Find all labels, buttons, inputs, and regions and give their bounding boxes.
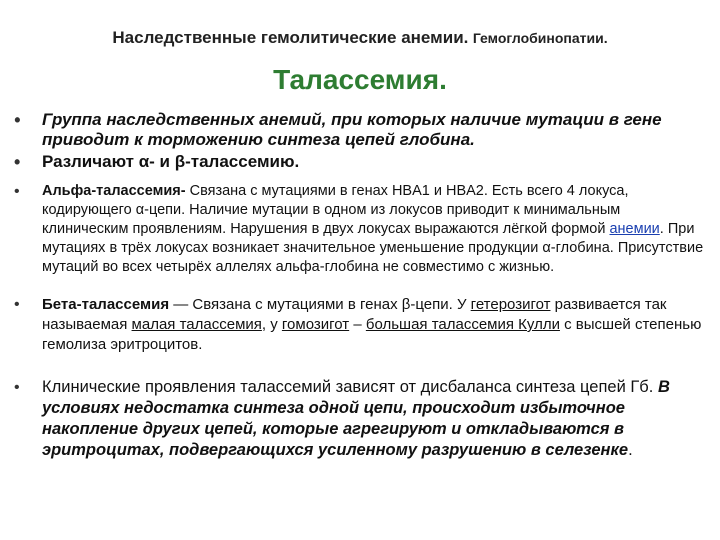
bullet-definition <box>14 110 710 150</box>
alpha-text-2: . При мутациях в трёх локусах возникает значительное уменьшение продукции α-глобина. Присутствие мутаций во всех четырёх аллелях альфа-глобина не совместимо с жизнью. <box>42 221 704 275</box>
header-main: Наследственные гемолитические анемии. <box>112 28 469 47</box>
beta-text-5: с высшей степенью гемолиза эритроцитов. <box>42 316 702 353</box>
heterozygote-link[interactable]: гетерозигот <box>470 296 551 313</box>
minor-thalassemia-link[interactable]: малая талассемия <box>131 316 262 333</box>
bullet-icon: • <box>14 152 21 172</box>
slide-title: Талассемия. <box>273 64 447 95</box>
bullet-icon: • <box>14 183 20 200</box>
beta-text-2: развивается так называемая <box>42 296 667 333</box>
beta-text-1: — Связана с мутациями в генах β-цепи. У <box>169 296 471 313</box>
types-text: Различают α- и β-талассемию. <box>42 152 300 171</box>
homozygote-link[interactable]: гомозигот <box>281 316 350 333</box>
slide-header <box>0 28 720 48</box>
beta-text-4: – <box>349 316 366 333</box>
bullet-icon: • <box>14 296 20 313</box>
bullet-icon: • <box>14 110 21 130</box>
bullet-list <box>14 110 710 461</box>
beta-text-3: , у <box>261 316 282 333</box>
header-sub: Гемоглобинопатии. <box>472 30 608 46</box>
clinical-text-2: . <box>628 441 633 459</box>
definition-text: Группа наследственных анемий, при которых наличие мутации в гене приводит к торможению синтеза цепей глобина. <box>42 110 662 149</box>
beta-term: Бета-талассемия <box>42 296 170 313</box>
bullet-types <box>14 152 710 172</box>
anemia-link[interactable]: анемии <box>609 221 660 237</box>
cooley-thalassemia-link[interactable]: большая талассемия Кулли <box>365 316 560 333</box>
clinical-text-1: Клинические проявления талассемий зависят от дисбаланса синтеза цепей Гб. <box>42 378 658 396</box>
alpha-text-1: Связана с мутациями в генах HBA1 и HBA2. Есть всего 4 локуса, кодирующего α-цепи. Наличие мутации в одном из локусов приводит к минимальным клиническим проявлениям. Нарушения в двух локусах выражаются лёгкой формой <box>42 183 629 237</box>
bullet-alpha-thalassemia <box>14 182 710 277</box>
bullet-beta-thalassemia <box>14 295 710 355</box>
bullet-clinical <box>14 377 710 461</box>
alpha-term: Альфа-талассемия- <box>42 183 186 199</box>
bullet-icon: • <box>14 379 20 396</box>
clinical-emphasis: В условиях недостатка синтеза одной цепи, происходит избыточное накопление других цепей, которые агрегируют и откладываются в эритроцитах, подвергающихся усиленному разрушению в селезенке <box>42 378 670 459</box>
